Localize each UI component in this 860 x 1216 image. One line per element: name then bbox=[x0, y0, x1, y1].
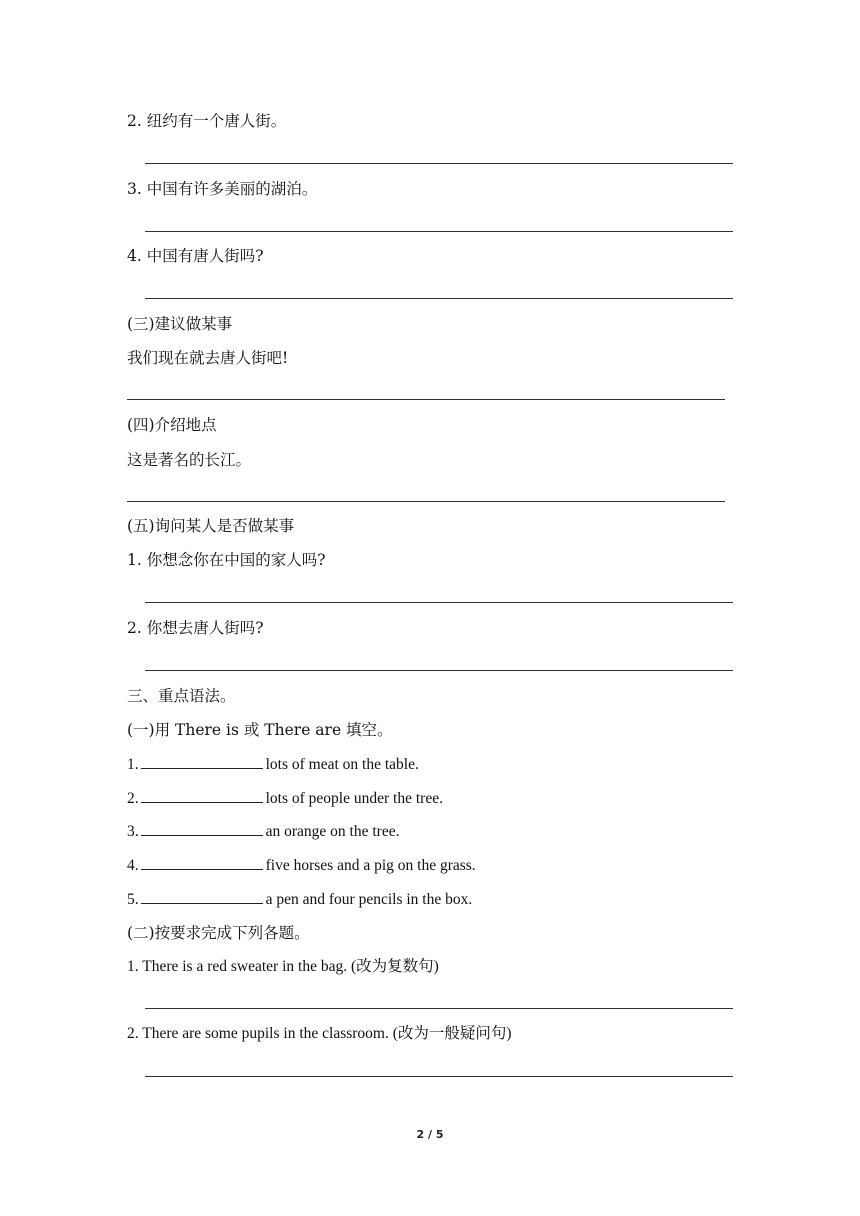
fill-text: a pen and four pencils in the box. bbox=[265, 891, 473, 908]
fill-number: 5. bbox=[127, 891, 139, 908]
fill-blank[interactable] bbox=[141, 821, 263, 836]
fill-text: lots of people under the tree. bbox=[265, 790, 443, 807]
fill-blank[interactable] bbox=[141, 855, 263, 870]
section-3-heading: (三)建议做某事 bbox=[127, 315, 233, 333]
fill-item bbox=[127, 855, 476, 876]
answer-line[interactable] bbox=[145, 602, 733, 603]
grammar-question-2: 2. There are some pupils in the classroom. (改为一般疑问句) bbox=[127, 1025, 512, 1042]
question-2: 2. 纽约有一个唐人街。 bbox=[127, 112, 287, 130]
section-4-question: 这是著名的长江。 bbox=[127, 451, 252, 469]
question-3: 3. 中国有许多美丽的湖泊。 bbox=[127, 180, 318, 198]
fill-item bbox=[127, 754, 419, 775]
fill-text: five horses and a pig on the grass. bbox=[265, 857, 476, 874]
fill-number: 2. bbox=[127, 790, 139, 807]
section-4-heading: (四)介绍地点 bbox=[127, 416, 217, 434]
grammar-title: 三、重点语法。 bbox=[127, 687, 236, 705]
section-5-heading: (五)询问某人是否做某事 bbox=[127, 517, 295, 535]
answer-line[interactable] bbox=[127, 399, 725, 400]
fill-number: 3. bbox=[127, 823, 139, 840]
answer-line[interactable] bbox=[145, 1008, 733, 1009]
question-4: 4. 中国有唐人街吗? bbox=[127, 247, 264, 265]
section-5-question-1: 1. 你想念你在中国的家人吗? bbox=[127, 551, 326, 569]
answer-line[interactable] bbox=[145, 1076, 733, 1077]
page-number: 2 / 5 bbox=[416, 1128, 444, 1141]
fill-text: lots of meat on the table. bbox=[265, 756, 419, 773]
section-3-question: 我们现在就去唐人街吧! bbox=[127, 349, 289, 367]
fill-blank[interactable] bbox=[141, 754, 263, 769]
section-5-question-2: 2. 你想去唐人街吗? bbox=[127, 619, 264, 637]
grammar-question-1: 1. There is a red sweater in the bag. (改为复数句) bbox=[127, 958, 439, 975]
fill-item bbox=[127, 889, 472, 910]
fill-blank[interactable] bbox=[141, 788, 263, 803]
answer-line[interactable] bbox=[145, 231, 733, 232]
answer-line[interactable] bbox=[127, 501, 725, 502]
fill-number: 4. bbox=[127, 857, 139, 874]
answer-line[interactable] bbox=[145, 163, 733, 164]
fill-blank[interactable] bbox=[141, 889, 263, 904]
fill-item bbox=[127, 821, 399, 842]
fill-text: an orange on the tree. bbox=[265, 823, 400, 840]
grammar-part-2-heading: (二)按要求完成下列各题。 bbox=[127, 924, 310, 942]
answer-line[interactable] bbox=[145, 670, 733, 671]
grammar-part-1-heading: (一)用 There is 或 There are 填空。 bbox=[127, 721, 393, 739]
answer-line[interactable] bbox=[145, 298, 733, 299]
fill-number: 1. bbox=[127, 756, 139, 773]
fill-item bbox=[127, 788, 443, 809]
